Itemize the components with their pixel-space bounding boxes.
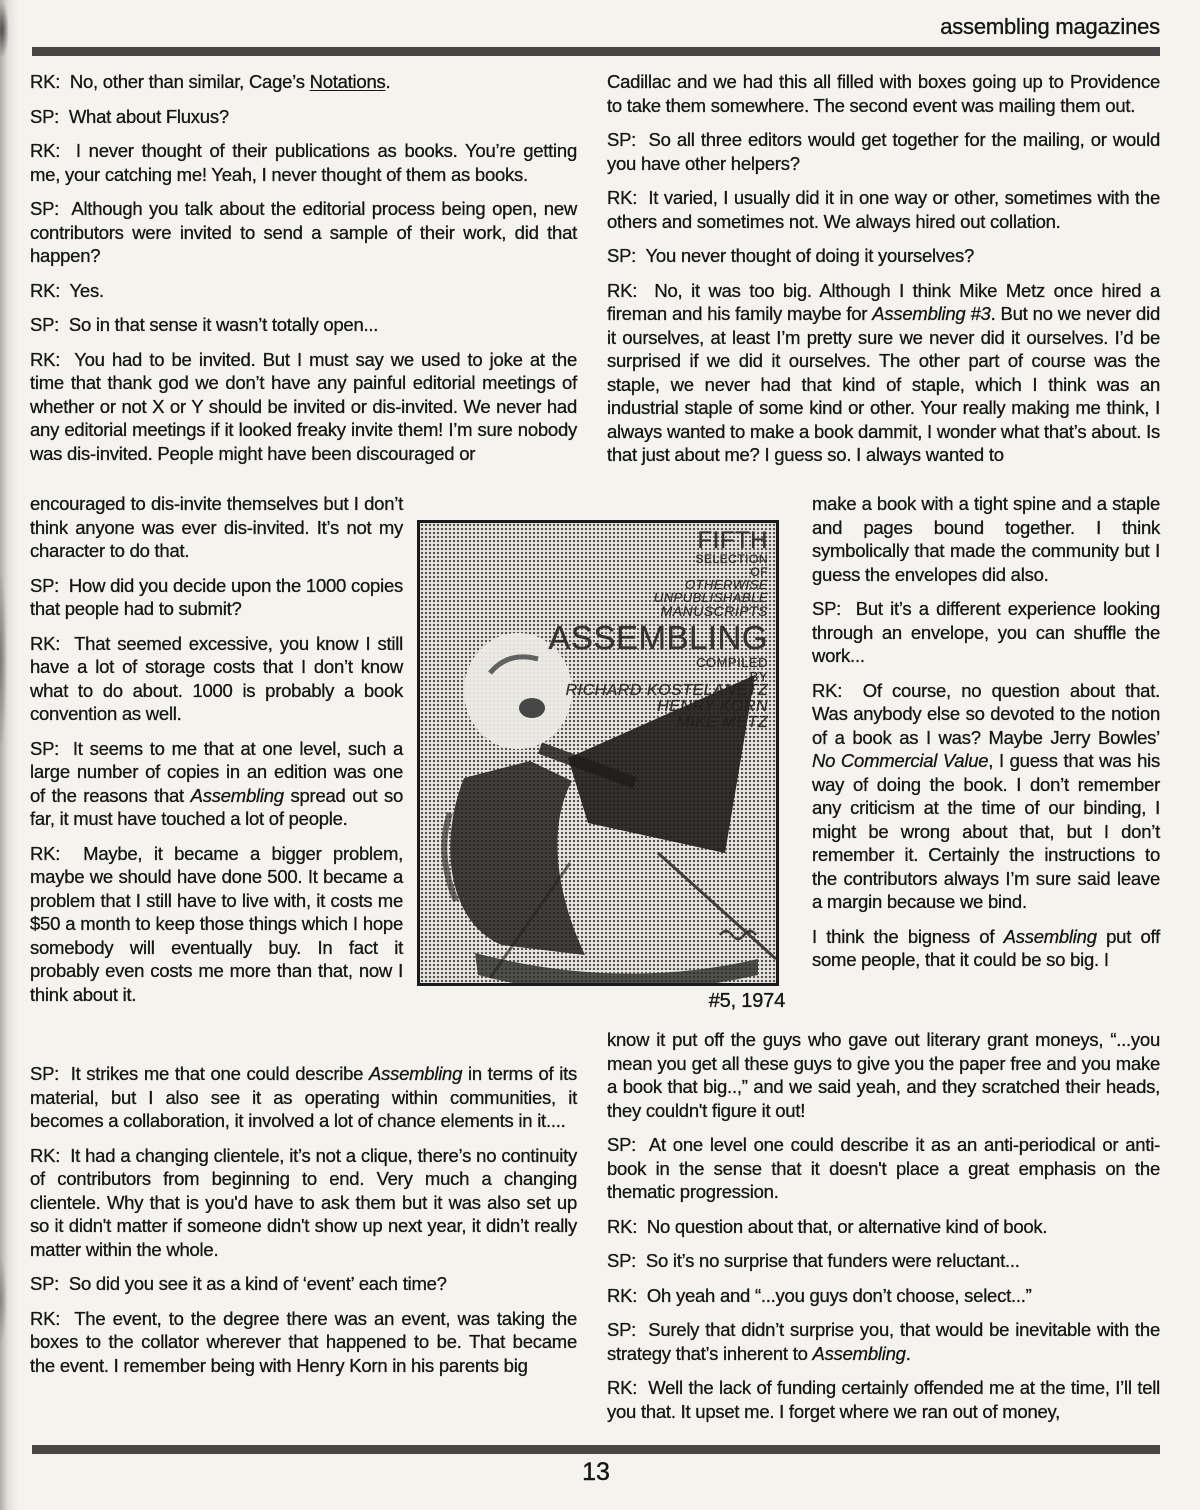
paragraph: RK: No question about that, or alternative kind of book.	[607, 1215, 1048, 1237]
right-column-wrap-section	[812, 492, 1160, 972]
cover-title-line: SELECTION	[695, 552, 768, 567]
paragraph: RK: The event, to the degree there was an event, was taking the boxes to the collator wherever that happened to be. That became the event. I remember being with Henry Korn in his parents big	[30, 1307, 577, 1376]
paragraph: SP: How did you decide upon the 1000 copies that people had to submit?	[30, 574, 403, 619]
paragraph: RK: Of course, no question about that. Was anybody else so devoted to the notion of a book as I was? Maybe Jerry Bowles’ No Commercial Value, I guess that was his way of doing the book. I don’t remember any criticism at the time of our binding, I might be wrong about that, but I don’t remember it. Certainly the instructions to the contributors always I’m sure said leave a margin because we bind.	[812, 679, 1160, 912]
cover-title-line: HENRY KORN	[657, 698, 768, 716]
paragraph: RK: I never thought of their publications as books. You’re getting me, your catching me! Yeah, I never thought of them as books.	[30, 140, 577, 185]
paragraph: RK: It had a changing clientele, it’s not a clique, there’s no continuity of contributors from beginning to end. Very much a changing clientele. Why that is you'd have to ask them but it was also set up so it didn't matter if someone didn't show up next year, it didn’t really matter within the whole.	[30, 1144, 577, 1260]
left-column-wrap-section	[30, 492, 403, 1006]
paragraph: SP: It seems to me that at one level, such a large number of copies in an edition was one of the reasons that Assembling spread out so far, it must have touched a lot of people.	[30, 737, 403, 829]
bottom-rule	[32, 1445, 1160, 1454]
running-header: assembling magazines	[940, 14, 1160, 39]
paragraph: SP: It strikes me that one could describe Assembling in terms of its material, but I also see it as operating within communities, it becomes a collaboration, it involved a lot of chance elements in it....	[30, 1063, 577, 1131]
paragraph: SP: But it’s a different experience looking through an envelope, you can shuffle the work...	[812, 598, 1160, 666]
cover-title-line: OTHERWISE	[685, 576, 768, 592]
right-column-bottom-section	[607, 1028, 1160, 1423]
paragraph: SP: Surely that didn’t surprise you, that would be inevitable with the strategy that’s inherent to Assembling.	[607, 1319, 1160, 1364]
paragraph: RK: That seemed excessive, you know I still have a lot of storage costs that I don’t know what to do about. 1000 is probably a book convention as well.	[30, 632, 403, 724]
cover-title-line: OF	[750, 564, 768, 579]
paragraph: make a book with a tight spine and a staple and pages bound together. I think symbolically that made the community but I guess the envelopes did also.	[812, 493, 1160, 585]
paragraph: SP: So it’s no surprise that funders were reluctant...	[607, 1250, 1020, 1271]
figure-caption: #5, 1974	[708, 990, 785, 1012]
cover-title-line: RICHARD KOSTELANETZ	[565, 681, 768, 699]
page-number: 13	[582, 1458, 610, 1486]
paragraph: SP: So did you see it as a kind of ‘event’ each time?	[30, 1273, 447, 1294]
cover-title-line: MIKE METZ	[676, 714, 768, 732]
assembling-cover-image	[417, 520, 779, 986]
cover-title-text	[528, 529, 768, 732]
left-column-top-section	[30, 70, 577, 465]
paragraph: encouraged to dis-invite themselves but I don’t think anyone was ever dis-invited. It’s not my character to do that.	[30, 493, 403, 561]
paragraph: RK: Maybe, it became a bigger problem, maybe we should have done 500. It became a problem that I still have to live with, it costs me $50 a month to keep those things which I hope somebody will eventually buy. In fact it probably even costs me more than that, now I think about it.	[30, 842, 403, 1005]
paragraph: I think the bigness of Assembling put off some people, that it could be so big. I	[812, 925, 1160, 970]
paragraph: RK: No, it was too big. Although I think Mike Metz once hired a fireman and his family maybe for Assembling #3. But no we never did it ourselves, at least I’m pretty sure we never did it ourselves. I’d be surprised if we did it ourselves. The other part of course was the staple, we never had that kind of staple, which I think was an industrial staple of some kind or other. Your really making me think, I always wanted to make a book dammit, I wonder what that’s about. Is that just about me? I guess so. I always wanted to	[607, 279, 1160, 465]
cover-title-line: ASSEMBLING	[548, 618, 768, 656]
paragraph: RK: It varied, I usually did it in one way or other, sometimes with the others and sometimes not. We always hired out collation.	[607, 187, 1160, 232]
paragraph: RK: You had to be invited. But I must say we used to joke at the time that thank god we don’t have any painful editorial meetings of whether or not X or Y should be invited or dis-invited. We never had any editorial meetings if it looked freaky invite them! I’m sure nobody was dis-invited. People might have been discouraged or	[30, 348, 577, 464]
top-rule	[32, 47, 1160, 56]
paragraph: RK: Yes.	[30, 279, 104, 301]
paragraph: Cadillac and we had this all filled with boxes going up to Providence to take them somewhere. The second event was mailing them out.	[607, 71, 1160, 116]
paragraph: RK: Well the lack of funding certainly offended me at the time, I’ll tell you that. It upset me. I forget where we ran out of money,	[607, 1377, 1160, 1422]
left-column-bottom-section	[30, 1062, 577, 1377]
paragraph: SP: So all three editors would get together for the mailing, or would you have other helpers?	[607, 129, 1160, 174]
cover-title-line: FIFTH	[697, 527, 768, 554]
paragraph: know it put off the guys who gave out literary grant moneys, “...you mean you get all these guys to give you the paper free and you make a book that big..,” and we said yeah, and they scratched their heads, they couldn't figure it out!	[607, 1029, 1160, 1121]
paragraph: SP: You never thought of doing it yourselves?	[607, 245, 974, 266]
cover-title-line: BY	[749, 668, 768, 684]
paragraph: RK: No, other than similar, Cage’s Notations.	[30, 71, 391, 92]
cover-title-line: UNPUBLISHABLE	[653, 590, 768, 606]
paragraph: SP: At one level one could describe it as an anti-periodical or anti-book in the sense that it doesn't place a great emphasis on the thematic progression.	[607, 1134, 1160, 1202]
cover-title-line: MANUSCRIPTS	[660, 603, 768, 620]
paragraph: SP: Although you talk about the editorial process being open, new contributors were invited to send a sample of their work, did that happen?	[30, 198, 577, 266]
scan-edge-shadow	[0, 0, 18, 1510]
paragraph: SP: What about Fluxus?	[30, 105, 229, 127]
paragraph: RK: Oh yeah and “...you guys don’t choose, select...”	[607, 1284, 1032, 1306]
paragraph: SP: So in that sense it wasn’t totally open...	[30, 314, 379, 335]
cover-title-line: COMPILED	[696, 655, 768, 671]
right-column-top-section	[607, 70, 1160, 467]
